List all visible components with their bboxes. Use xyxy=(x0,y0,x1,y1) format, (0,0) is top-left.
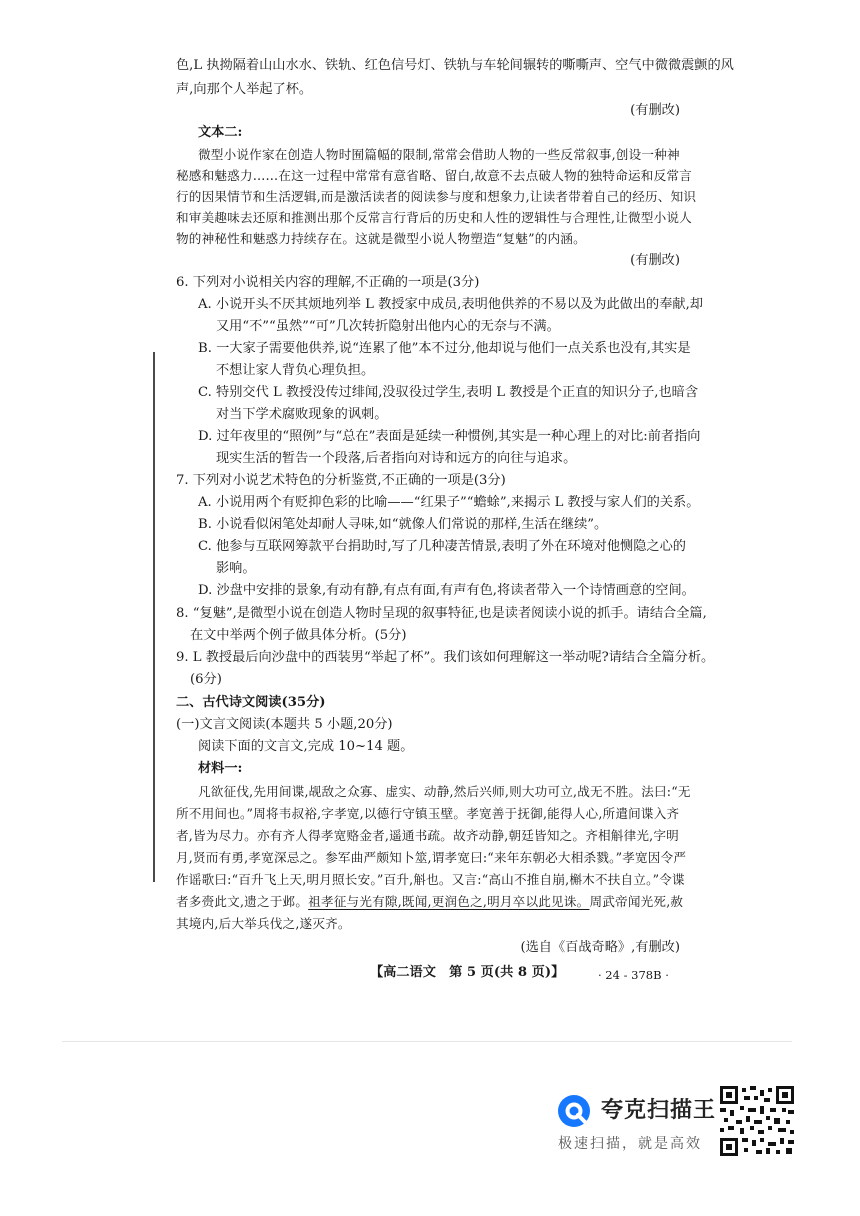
quark-logo-icon xyxy=(556,1093,592,1129)
question-stem: 8. “复魅”,是微型小说在创造人物时呈现的叙事特征,也是读者阅读小说的抓手。请结合全篇, xyxy=(176,606,707,621)
question-stem: 9. L 教授最后向沙盘中的西装男“举起了杯”。我们该如何理解这一举动呢?请结合全篇分析。 xyxy=(176,650,715,665)
question-stem: 7. 下列对小说艺术特色的分析鉴赏,不正确的一项是(3分) xyxy=(176,473,506,488)
text2-line: 秘感和魅惑力……在这一过程中常常有意省略、留白,故意不去点破人物的独特命运和反常言 xyxy=(176,168,692,183)
question-stem-cont: 在文中举两个例子做具体分析。(5分) xyxy=(190,628,407,643)
classical-line: 所不用间也。”周将韦叔裕,字孝宽,以德行守镇玉壁。孝宽善于抚御,能得人心,所遣间谍入齐 xyxy=(176,806,680,821)
instruction: 阅读下面的文言文,完成 10~14 题。 xyxy=(198,739,414,754)
binding-margin-line xyxy=(153,352,155,882)
option-b-cont: 不想让家人背负心理负担。 xyxy=(216,363,375,378)
watermark-brand: 夸克扫描王 xyxy=(601,1098,717,1123)
classical-text: 者多赍此文,遗之于邺。 xyxy=(176,894,309,909)
exam-code: · 24 - 378B · xyxy=(598,968,669,982)
source-note: (有删改) xyxy=(630,253,680,268)
classical-line: 凡欲征伐,先用间谍,觇敌之众寡、虚实、动静,然后兴师,则大功可立,战无不胜。法曰:“无 xyxy=(198,784,691,799)
option-c: C. 他参与互联网筹款平台捐助时,写了几种凄苦情景,表明了外在环境对他恻隐之心的 xyxy=(198,539,686,554)
text2-line: 行的因果情节和生活逻辑,而是激活读者的阅读参与度和想象力,让读者带着自己的经历、知识 xyxy=(176,189,697,204)
option-b: B. 小说看似闲笔处却耐人寻味,如“就像人们常说的那样,生活在继续”。 xyxy=(198,517,608,532)
watermark-slogan: 极速扫描，就是高效 xyxy=(558,1136,702,1152)
page-bottom-divider xyxy=(62,1041,792,1042)
option-b: B. 一大家子需要他供养,说“连累了他”本不过分,他却说与他们一点关系也没有,其实是 xyxy=(198,341,691,356)
page-footer: 【高二语文 第 5 页(共 8 页)】 xyxy=(370,965,565,980)
question-stem-cont: (6分) xyxy=(190,672,222,687)
text1-line: 色,L 执拗隔着山山水水、铁轨、红色信号灯、铁轨与车轮间辗转的嘶嘶声、空气中微微震颤的风 xyxy=(176,58,734,73)
option-d-cont: 现实生活的暂告一个段落,后者指向对诗和远方的向往与追求。 xyxy=(216,451,577,466)
material-label: 材料一: xyxy=(198,761,243,776)
option-c-cont: 影响。 xyxy=(216,561,256,576)
subsection-heading: (一)文言文阅读(本题共 5 小题,20分) xyxy=(176,717,393,732)
classical-text: 周武帝闻光死,赦 xyxy=(589,894,684,909)
option-d: D. 沙盘中安排的景象,有动有静,有点有面,有声有色,将读者带入一个诗情画意的空间。 xyxy=(198,583,695,598)
text1-line: 声,向那个人举起了杯。 xyxy=(176,82,313,97)
option-a: A. 小说用两个有贬抑色彩的比喻——“红果子”“蟾蜍”,来揭示 L 教授与家人们的关系。 xyxy=(198,495,700,510)
source-note: (选自《百战奇略》,有删改) xyxy=(520,940,680,955)
section-heading: 二、古代诗文阅读(35分) xyxy=(176,695,326,710)
option-a-cont: 又用“不”“虽然”“可”几次转折隐射出他内心的无奈与不满。 xyxy=(216,319,560,334)
text2-line: 物的神秘性和魅惑力持续存在。这就是微型小说人物塑造“复魅”的内涵。 xyxy=(176,231,586,246)
classical-line: 其境内,后大举兵伐之,遂灭齐。 xyxy=(176,916,351,931)
option-d: D. 过年夜里的“照例”与“总在”表面是延续一种惯例,其实是一种心理上的对比:前者指向 xyxy=(198,429,701,444)
option-c-cont: 对当下学术腐败现象的讽刺。 xyxy=(216,407,388,422)
text2-line: 和审美趣味去还原和推测出那个反常言行背后的历史和人性的逻辑性与合理性,让微型小说人 xyxy=(176,210,692,225)
qr-code-icon xyxy=(720,1086,794,1156)
source-note: (有删改) xyxy=(630,103,680,118)
option-c: C. 特别交代 L 教授没传过绯闻,没驭役过学生,表明 L 教授是个正直的知识分子,也暗含 xyxy=(198,385,699,400)
text2-heading: 文本二: xyxy=(198,125,243,140)
question-stem: 6. 下列对小说相关内容的理解,不正确的一项是(3分) xyxy=(176,275,480,290)
classical-line: 者,皆为尽力。亦有齐人得孝宽赂金者,遥通书疏。故齐动静,朝廷皆知之。齐相斛律光,字明 xyxy=(176,828,679,843)
text2-line: 微型小说作家在创造人物时囿篇幅的限制,常常会借助人物的一些反常叙事,创设一种神 xyxy=(198,147,680,162)
underlined-sentence: 祖孝征与光有隙,既闻,更润色之,明月卒以此见诛。 xyxy=(308,894,590,909)
classical-line: 作谣歌曰:“百升飞上天,明月照长安。”百升,斛也。又言:“高山不推自崩,槲木不扶自立。”令谍 xyxy=(176,872,685,887)
classical-line: 月,贤而有勇,孝宽深忌之。参军曲严颇知卜筮,谓孝宽曰:“来年东朝必大相杀戮。”孝宽因令严 xyxy=(176,850,687,865)
classical-line xyxy=(176,892,683,912)
option-a: A. 小说开头不厌其烦地列举 L 教授家中成员,表明他供养的不易以及为此做出的奉献,却 xyxy=(198,297,703,312)
